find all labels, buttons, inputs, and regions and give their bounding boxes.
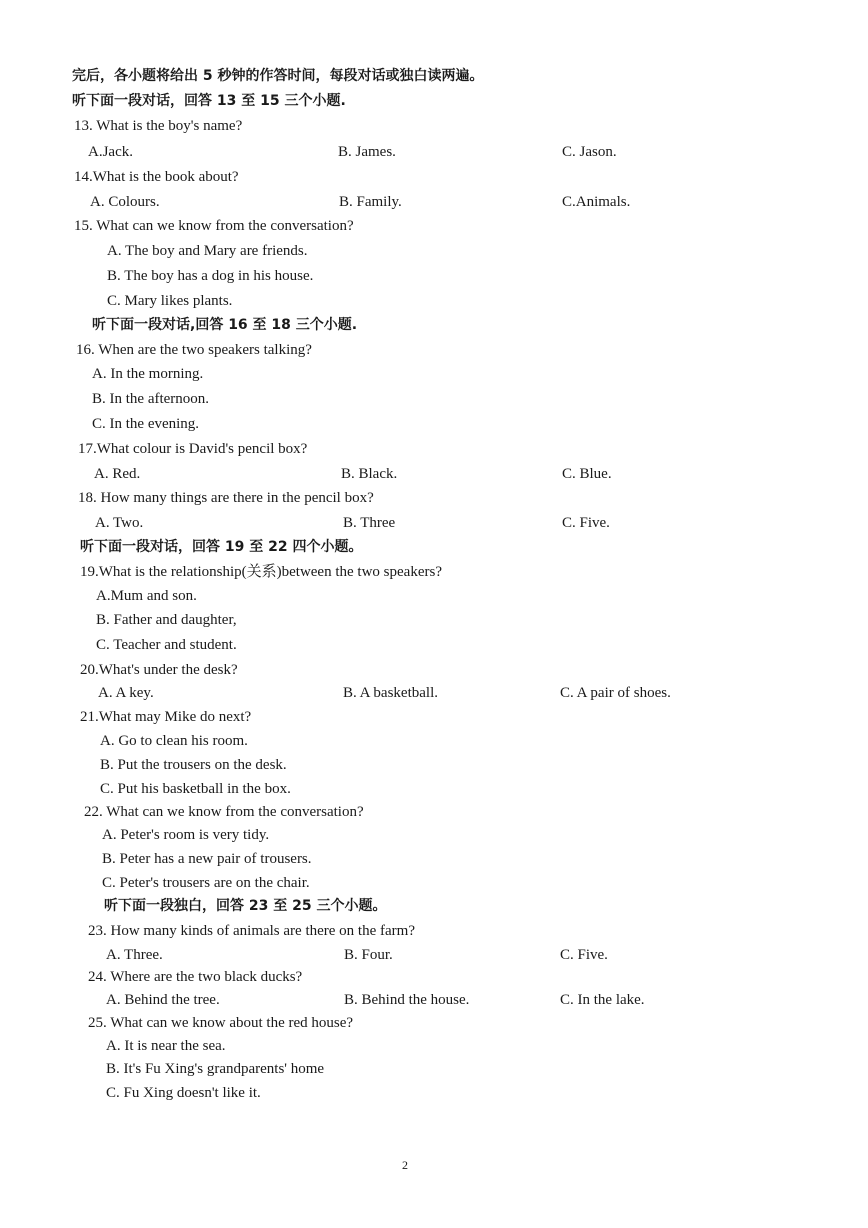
option-b: B. The boy has a dog in his house. <box>107 268 314 284</box>
option-a: A. Two. <box>95 515 144 531</box>
page-number: 2 <box>402 1158 408 1172</box>
option-c: C. Blue. <box>562 466 612 482</box>
option-a: A. Colours. <box>90 194 160 210</box>
option-c: C. Fu Xing doesn't like it. <box>106 1085 261 1101</box>
question-22: 22. What can we know from the conversation? <box>84 804 364 820</box>
question-24: 24. Where are the two black ducks? <box>88 969 303 985</box>
option-a: A.Jack. <box>88 144 133 160</box>
option-b: B. Four. <box>344 947 393 963</box>
option-c: C.Animals. <box>562 194 631 210</box>
question-13: 13. What is the boy's name? <box>74 118 243 134</box>
option-c: C. In the evening. <box>92 416 200 432</box>
option-b: B. James. <box>338 144 396 160</box>
option-b: B. Behind the house. <box>344 992 470 1008</box>
option-b: B. It's Fu Xing's grandparents' home <box>106 1061 325 1077</box>
intro-line-1: 完后，各小题将给出 5 秒钟的作答时间，每段对话或独白读两遍。 <box>72 68 484 84</box>
option-a: A. Red. <box>94 466 141 482</box>
option-a: A. Three. <box>106 947 163 963</box>
option-a: A. Go to clean his room. <box>100 733 248 749</box>
option-c: C. Peter's trousers are on the chair. <box>102 875 310 891</box>
option-b: B. A basketball. <box>343 685 438 701</box>
question-16: 16. When are the two speakers talking? <box>76 342 312 358</box>
question-15: 15. What can we know from the conversation? <box>74 218 354 234</box>
question-17: 17.What colour is David's pencil box? <box>78 441 308 457</box>
section-heading-19-22: 听下面一段对话，回答 19 至 22 四个小题。 <box>80 539 363 555</box>
question-20: 20.What's under the desk? <box>80 662 238 678</box>
option-c: C. Mary likes plants. <box>107 293 233 309</box>
option-b: B. Father and daughter, <box>96 612 237 628</box>
option-a: A.Mum and son. <box>96 588 197 604</box>
question-18: 18. How many things are there in the pencil box? <box>78 490 374 506</box>
option-c: C. Five. <box>562 515 610 531</box>
question-21: 21.What may Mike do next? <box>80 709 252 725</box>
question-14: 14.What is the book about? <box>74 169 239 185</box>
option-a: A. The boy and Mary are friends. <box>107 243 308 259</box>
option-c: C. Five. <box>560 947 608 963</box>
option-b: B. Three <box>343 515 396 531</box>
option-a: A. Peter's room is very tidy. <box>102 827 270 843</box>
option-a: A. Behind the tree. <box>106 992 220 1008</box>
section-heading-16-18: 听下面一段对话,回答 16 至 18 三个小题. <box>92 317 358 333</box>
option-c: C. Put his basketball in the box. <box>100 781 291 797</box>
question-25: 25. What can we know about the red house? <box>88 1015 354 1031</box>
option-c: C. A pair of shoes. <box>560 685 671 701</box>
question-19: 19.What is the relationship(关系)between the two speakers? <box>80 564 442 580</box>
option-c: C. In the lake. <box>560 992 645 1008</box>
option-a: A. It is near the sea. <box>106 1038 226 1054</box>
question-23: 23. How many kinds of animals are there on the farm? <box>88 923 415 939</box>
section-heading-23-25: 听下面一段独白，回答 23 至 25 三个小题。 <box>104 898 387 914</box>
option-c: C. Teacher and student. <box>96 637 237 653</box>
option-b: B. Peter has a new pair of trousers. <box>102 851 312 867</box>
option-a: A. In the morning. <box>92 366 204 382</box>
intro-line-2: 听下面一段对话，回答 13 至 15 三个小题. <box>72 93 346 109</box>
option-b: B. Family. <box>339 194 402 210</box>
option-b: B. Black. <box>341 466 398 482</box>
option-c: C. Jason. <box>562 144 617 160</box>
option-a: A. A key. <box>98 685 154 701</box>
option-b: B. Put the trousers on the desk. <box>100 757 287 773</box>
option-b: B. In the afternoon. <box>92 391 210 407</box>
